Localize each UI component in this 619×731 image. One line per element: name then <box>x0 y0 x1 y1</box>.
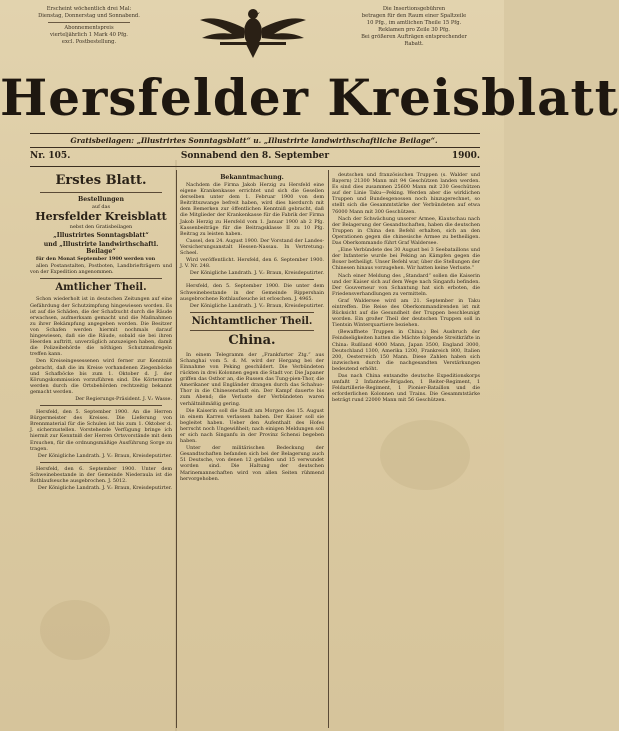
section-heading: Erstes Blatt. <box>55 173 147 188</box>
unofficial-part-heading: Nichtamtlicher Theil. <box>191 315 313 327</box>
column-divider <box>328 170 329 728</box>
announcement-heading: Bekanntmachung. <box>220 174 284 181</box>
issue-line <box>30 151 480 165</box>
insertion-fees-info: Die Insertionsgebühren betragen für den Raum einer Spaltzeile 10 Pfg., im amtlichen Theile 15 Pfg. Reklamen pro Zeile 30 Pfg. Bei größeren Aufträgen entsprechender Rabatt. <box>361 6 467 47</box>
column-1: Erstes Blatt. Bestellungen auf das Hersfelder Kreisblatt nebst den Gratisbeilagen „Illustrirtes Sonntagsblatt“ und „Illustrirte landwirthschaftl. Beilage“ für den Monat September 1900 werden von allen Postanstalten, Postboten, Landbriefträgern und von der Expedition angenommen. Amtlicher Theil. Schon wiederholt ist in deutschen Zeitungen auf eine Gefährdung der Schutzimpfung hingewiesen worden. Es ist auf die Schäden, die der Schafzucht durch die Räude erwachsen, aufmerksam gemacht und die Maßnahmen zu ihrer Bekämpfung angegeben worden. Die Besitzer von Schafen werden hiermit nochmals darauf hingewiesen, daß sie die Räude, sobald sie bei ihren Heerden auftritt, unverzüglich anzuzeigen haben, damit die Polizeibehörde die nöthigen Schutzmaßregeln treffen kann. Den Kreiseingesessenen wird ferner zur Kenntniß gebracht, daß die im Kreise vorhandenen Ziegenböcke und Schafböcke bis zum 1. Oktober d. J. der Körungskommission vorzuführen sind. Die Körtermine werden durch die Ortsbehörden rechtzeitig bekannt gemacht werden. Der Regierungs-Präsident. J. V.: Wasse. Hersfeld, den 5. September 1900. An die Herren Bürgermeister des Kreises. Die Lieferung von Brennmaterial für die Schulen ist bis zum 1. Oktober d. J. sicherzustellen. Vorstehende Verfügung bringe ich hiermit zur Kenntniß der Herren Ortsvorstände mit dem Ersuchen, für die ordnungsmäßige Ausführung Sorge zu tragen. Der Königliche Landrath. J. V.: Braun, Kreisdeputirter. Hersfeld, den 6. September 1900. Unter dem Schweinebestande in der Gemeinde Niederaula ist die Rothlaufseuche ausgebrochen. J. 5012. Der Königliche Landrath. J. V.: Braun, Kreisdeputirter. <box>30 173 172 492</box>
issue-number: Nr. 105. <box>30 151 71 161</box>
china-heading: China. <box>228 332 276 348</box>
masthead-rule-top <box>30 133 480 134</box>
subscription-info: Erscheint wöchentlich drei Mal: Dienstag, Donnerstag und Sonnabend. Abonnementspreis vierteljährlich 1 Mark 40 Pfg. excl. Postbestellung. <box>38 6 140 45</box>
newspaper-title: Hersfelder Kreisblatt <box>0 68 619 127</box>
paper-fold <box>175 160 177 731</box>
eagle-icon <box>198 2 308 60</box>
issue-year: 1900. <box>451 151 480 161</box>
subscription-paper-name: Hersfelder Kreisblatt <box>35 210 167 224</box>
masthead-rule-bottom <box>30 166 480 167</box>
column-3: deutschen und französischen Truppen (s. Walder und Bayern) 21300 Mann mit 94 Geschützen landen werden. Es sind dies zusammen 25600 Mann mit 230 Geschützen auf der Linie Taku—Peking. Werden aber die wirklichen Truppen und Bundesgenossen noch hinzugerechnet, so stellt sich die Gesammtstärke der Verbündeten auf etwa 76000 Mann mit 300 Geschützen. Nach der Schwächung unserer Armee, Kiautschau nach der Belagerung der Gesandtschaften, haben die deutschen Truppen in China den Befehl erhalten, sich an den Operationen gegen die chinesische Armee zu betheiligen. Das Oberkommando führt Graf Waldersee. „Eine Verbündete des 30 August bei 3 Seebataillons und der Infanterie wurde bei Peking an Kämpfen gegen die Boxer betheiligt. Unser Befehl war, über die Stellungen der Chinesen hinaus vorzugehen. Wir hatten keine Verluste.“ Nach einer Meldung des „Standard“ sollen die Kaiserin und der Kaiser sich auf dem Wege nach Singanfu befinden. Der Gouverneur von Schantung hat sich erboten, die Friedensverhandlungen zu vermitteln. Graf Waldersee wird am 21. September in Taku eintreffen. Die Reise des Oberkommandirenden ist mit Rücksicht auf die Gesundheit der Truppen beschleunigt worden. Ein großer Theil der deutschen Truppen soll in Tientsin Winterquartiere beziehen. (Bewaffnete Truppen in China.) Bei Ausbruch der Feindseligkeiten hatten die Mächte folgende Streitkräfte in China: Rußland 4000 Mann, Japan 3500, England 3000, Deutschland 1300, Amerika 1200, Frankreich 800, Italien 200, Oesterreich 150 Mann. Diese Zahlen haben sich inzwischen durch die nachgesandten Verstärkungen bedeutend erhöht. Das nach China entsandte deutsche Expeditionskorps umfaßt 2 Infanterie-Brigaden, 1 Reiter-Regiment, 1 Feldartillerie-Regiment, 1 Pionier-Bataillon und die erforderlichen Kolonnen und Trains. Die Gesammtstärke beträgt rund 22000 Mann mit 56 Geschützen. <box>332 172 480 404</box>
free-supplements-line: Gratisbeilagen: „Illustrirtes Sonntagsblatt“ u. „Illustrirte landwirthschaftliche Beilage“. <box>70 136 438 145</box>
issue-date: Sonnabend den 8. September <box>180 151 330 161</box>
column-2: Bekanntmachung. Nachdem die Firma Jakob Herzig zu Hersfeld eine eigene Krankenkasse errichtet und sich die Gesellen derselben unter dem 1. Februar 1900 von dem Beitrittszwange befreit haben, wird dies hierdurch mit dem Bemerken zur öffentlichen Kenntniß gebracht, daß die Mitglieder der Krankenkasse für die Fabrik der Firma Jakob Herzig zu Hersfeld vom 1. Januar 1900 ab 2 Pfg. Kassenbeiträge für die Beitragsklasse II zu 10 Pfg. Beitrag zu leisten haben. Cassel, den 24. August 1900. Der Vorstand der Landes-Versicherungsanstalt Hessen-Nassau. In Vertretung: Scheel. Wird veröffentlicht. Hersfeld, den 6. September 1900. J. V. Nr. 248. Der Königliche Landrath. J. V.: Braun, Kreisdeputirter. Hersfeld, den 5. September 1900. Die unter dem Schweinebestande in der Gemeinde Rippershain ausgebrochene Rothlaufseuche ist erloschen. J. 4965. Der Königliche Landrath. J. V.: Braun, Kreisdeputirter. Nichtamtlicher Theil. China. In einem Telegramm der „Frankfurter Ztg.“ aus Schanghai vom 5. d. M. wird der Hergang bei der Einnahme von Peking geschildert. Die Verbündeten rückten in drei Kolonnen gegen die Stadt vor. Die Japaner griffen das Osthor an, die Russen das Tung-pien-Thor, die Amerikaner und Engländer drangen durch das Schahuo-Thor in die Chinesenstadt ein. Der Kampf dauerte bis zum Abend; die Verluste der Verbündeten waren verhältnißmäßig gering. Die Kaiserin soll die Stadt am Morgen des 15. August in einem Karren verlassen haben. Der Kaiser soll sie begleitet haben. Ueber den Aufenthalt des Hofes herrscht noch Ungewißheit; nach einigen Meldungen soll er sich nach Singanfu in der Provinz Schensi begeben haben. Unter der militärischen Bedeckung der Gesandtschaften befanden sich bei der Belagerung auch 51 Deutsche, von denen 12 gefallen und 15 verwundet worden sind. Die Haltung der deutschen Marinemannschaften wird von allen Seiten rühmend hervorgehoben. <box>180 174 325 482</box>
masthead <box>0 0 619 161</box>
masthead-rule-middle <box>30 147 480 148</box>
official-part-heading: Amtlicher Theil. <box>55 282 147 294</box>
